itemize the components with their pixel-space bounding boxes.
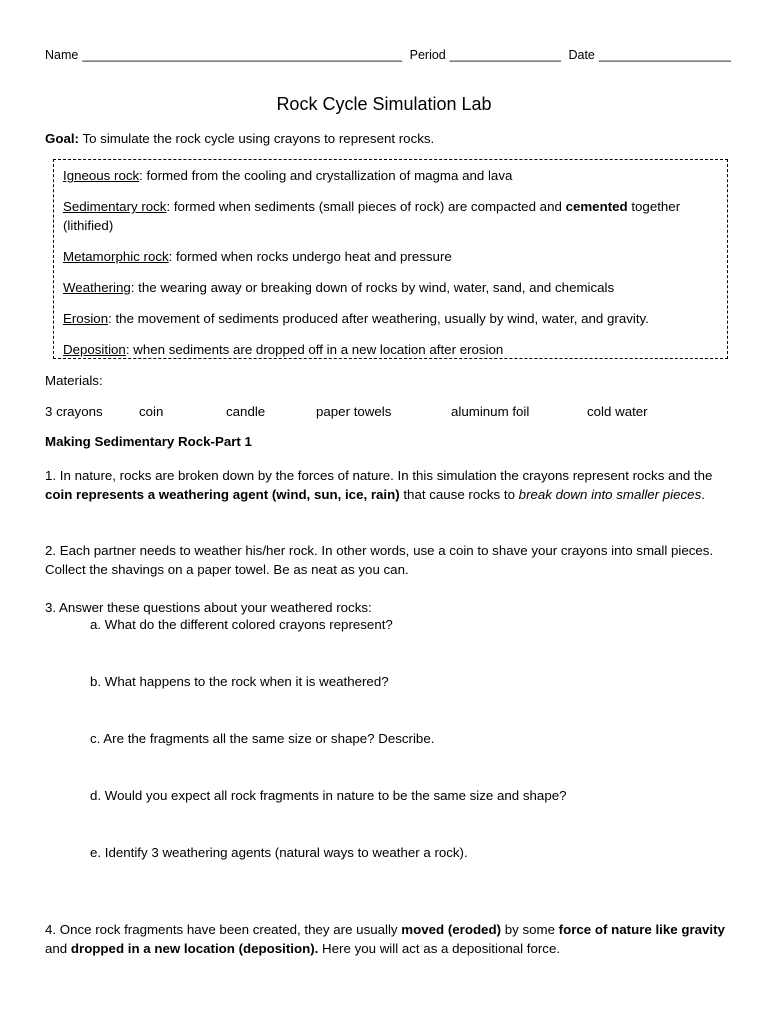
material-item: cold water — [587, 404, 648, 419]
vocab-definition: : the wearing away or breaking down of rocks by wind, water, sand, and chemicals — [130, 280, 615, 295]
step-1 — [45, 466, 735, 504]
step-text: Here you will act as a depositional force. — [318, 941, 561, 956]
vocab-term: Metamorphic rock — [63, 249, 169, 264]
step-emphasis: moved (eroded) — [401, 922, 502, 937]
vocab-weathering — [63, 278, 719, 297]
step-emphasis: coin represents a weathering agent (wind, sun, ice, rain) — [45, 487, 400, 502]
material-item: 3 crayons — [45, 404, 103, 419]
vocab-emphasis: cemented — [565, 199, 628, 214]
question-d: d. Would you expect all rock fragments in nature to be the same size and shape? — [90, 788, 567, 803]
vocab-term: Deposition — [63, 342, 126, 357]
step-3-intro: 3. Answer these questions about your weathered rocks: — [45, 600, 372, 615]
question-b: b. What happens to the rock when it is weathered? — [90, 674, 389, 689]
vocabulary-box — [53, 159, 728, 359]
goal-statement — [45, 131, 434, 146]
vocab-erosion — [63, 309, 719, 328]
vocab-term: Sedimentary rock — [63, 199, 167, 214]
materials-label: Materials: — [45, 373, 103, 388]
vocab-definition: : the movement of sediments produced after weathering, usually by wind, water, and gravity. — [108, 311, 649, 326]
material-item: coin — [139, 404, 164, 419]
period-blank[interactable]: ________________ — [449, 48, 561, 62]
vocab-deposition — [63, 340, 719, 359]
section-heading: Making Sedimentary Rock-Part 1 — [45, 434, 252, 449]
vocab-term: Weathering — [63, 280, 131, 295]
step-text: 4. Once rock fragments have been created, they are usually — [45, 922, 402, 937]
materials-list — [45, 404, 745, 424]
material-item: paper towels — [316, 404, 392, 419]
step-text: 1. In nature, rocks are broken down by the forces of nature. In this simulation the crayons represent rocks and the — [45, 468, 713, 483]
vocab-term: Igneous rock — [63, 168, 140, 183]
material-item: aluminum foil — [451, 404, 530, 419]
step-text: by some — [501, 922, 559, 937]
step-emphasis: dropped in a new location (deposition). — [70, 941, 319, 956]
period-label: Period — [409, 48, 446, 62]
step-text: and — [45, 941, 71, 956]
vocab-sedimentary — [63, 197, 719, 235]
vocab-definition: : formed when sediments (small pieces of rock) are compacted and — [166, 199, 566, 214]
material-item: candle — [226, 404, 266, 419]
vocab-igneous — [63, 166, 719, 185]
goal-label: Goal: — [45, 131, 79, 146]
vocab-definition: : formed from the cooling and crystallization of magma and lava — [139, 168, 513, 183]
step-emphasis: force of nature like gravity — [558, 922, 725, 937]
goal-text: To simulate the rock cycle using crayons to represent rocks. — [78, 131, 435, 146]
step-4 — [45, 920, 735, 958]
question-e: e. Identify 3 weathering agents (natural ways to weather a rock). — [90, 845, 468, 860]
vocab-metamorphic — [63, 247, 719, 266]
student-info-header — [45, 48, 735, 62]
date-label: Date — [568, 48, 595, 62]
page-title: Rock Cycle Simulation Lab — [276, 94, 492, 114]
vocab-definition: : when sediments are dropped off in a new location after erosion — [125, 342, 504, 357]
vocab-definition: together (lithified) — [63, 199, 681, 233]
vocab-definition: : formed when rocks undergo heat and pressure — [168, 249, 452, 264]
name-label: Name — [45, 48, 79, 62]
vocab-term: Erosion — [63, 311, 109, 326]
step-text: that cause rocks to — [399, 487, 519, 502]
step-2: 2. Each partner needs to weather his/her rock. In other words, use a coin to shave your crayons into small pieces. Collect the shavings on a paper towel. Be as neat as you can. — [45, 543, 714, 577]
step-text: . — [701, 487, 705, 502]
step-italic: break down into smaller pieces — [518, 487, 702, 502]
question-c: c. Are the fragments all the same size or shape? Describe. — [90, 731, 435, 746]
date-blank[interactable]: ___________________ — [598, 48, 731, 62]
name-blank[interactable]: ______________________________________________ — [82, 48, 403, 62]
question-a: a. What do the different colored crayons represent? — [90, 617, 393, 632]
